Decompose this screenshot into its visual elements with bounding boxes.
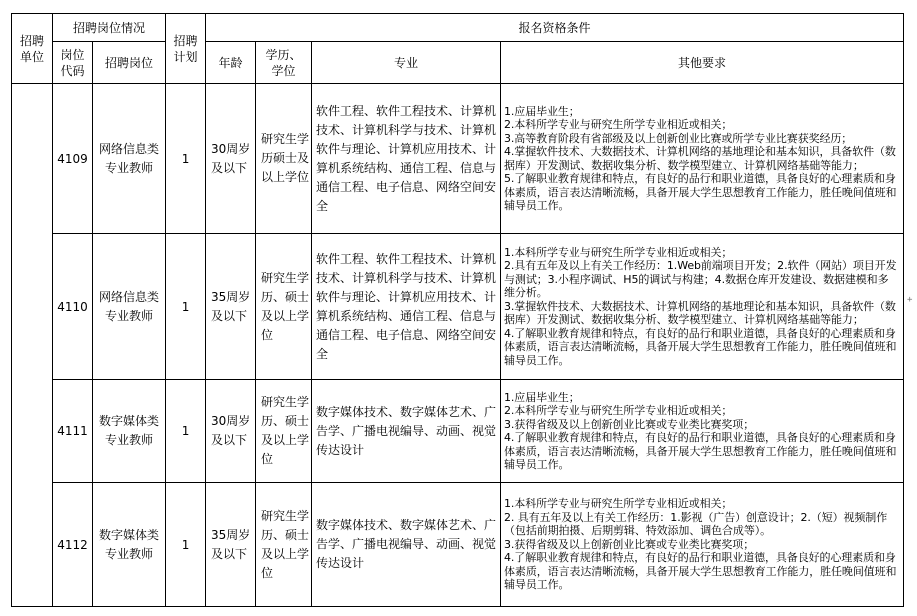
table-row — [12, 483, 904, 607]
header-position-info: 招聘岗位情况 — [53, 14, 166, 42]
position-name: 网络信息类专业教师 — [93, 84, 166, 234]
major-requirement: 数字媒体技术、数字媒体艺术、广告学、广播电视编导、动画、视觉传达设计 — [312, 483, 501, 607]
age-requirement: 30周岁及以下 — [206, 84, 256, 234]
major-requirement: 软件工程、软件工程技术、计算机技术、计算机科学与技术、计算机软件与理论、计算机应用技术、计算机系统结构、通信工程、信息与通信工程、电子信息、网络空间安全 — [312, 84, 501, 234]
header-major: 专业 — [312, 42, 501, 84]
requirement-item: 4.了解职业教育规律和特点，有良好的品行和职业道德，具备良好的心理素质和身体素质，语言表达清晰流畅，具备开展大学生思想教育工作能力，胜任晚间值班和辅导员工作。 — [504, 326, 897, 367]
other-requirements — [501, 234, 904, 380]
requirement-item: 1.本科所学专业与研究生所学专业相近或相关； — [504, 497, 733, 511]
major-requirement: 数字媒体技术、数字媒体艺术、广告学、广播电视编导、动画、视觉传达设计 — [312, 380, 501, 483]
recruitment-table — [11, 13, 904, 607]
header-plan: 招聘 计划 — [166, 14, 206, 84]
education-requirement: 研究生学历硕士及以上学位 — [256, 84, 312, 234]
table-row — [12, 380, 904, 483]
requirement-item: 2.本科所学专业与研究生所学专业相近或相关； — [504, 404, 733, 417]
position-code: 4111 — [53, 380, 93, 483]
requirement-item: 3.获得省级及以上创新创业比赛或专业类比赛奖项； — [504, 537, 755, 551]
table-row — [12, 84, 904, 234]
requirement-item: 1.本科所学专业与研究生所学专业相近或相关； — [504, 245, 733, 259]
header-education: 学历、 学位 — [256, 42, 312, 84]
plan-count: 1 — [166, 84, 206, 234]
edge-marker: + — [907, 295, 913, 305]
header-conditions: 报名资格条件 — [206, 14, 904, 42]
plan-count: 1 — [166, 234, 206, 380]
position-code: 4109 — [53, 84, 93, 234]
age-requirement: 35周岁及以下 — [206, 234, 256, 380]
plan-count: 1 — [166, 380, 206, 483]
requirement-item: 5.了解职业教育规律和特点，有良好的品行和职业道德，具备良好的心理素质和身体素质，语言表达清晰流畅，具备开展大学生思想教育工作能力，胜任晚间值班和辅导员工作。 — [504, 172, 897, 212]
header-unit: 招聘 单位 — [12, 14, 53, 84]
requirement-item: 4.掌握软件技术、大数据技术、计算机网络的基地理论和基本知识，具备软件（数据库）开发测试、数据收集分析、数学模型建立、计算机网络基础等能力； — [504, 145, 896, 172]
requirement-item: 3.掌握软件技术、大数据技术、计算机网络的基地理论和基本知识，具备软件（数据库）开发测试、数据收集分析、数学模型建立、计算机网络基础等能力； — [504, 299, 896, 327]
table-row — [12, 234, 904, 380]
position-name: 数字媒体类专业教师 — [93, 483, 166, 607]
unit-cell — [12, 84, 53, 607]
requirement-item: 1.应届毕业生； — [504, 390, 580, 404]
plan-count: 1 — [166, 483, 206, 607]
requirement-item: 4.了解职业教育规律和特点，有良好的品行和职业道德，具备良好的心理素质和身体素质，语言表达清晰流畅，具备开展大学生思想教育工作能力，胜任晚间值班和辅导员工作。 — [504, 551, 897, 592]
requirement-item: 3.获得省级及以上创新创业比赛或专业类比赛奖项； — [504, 417, 755, 431]
header-age: 年龄 — [206, 42, 256, 84]
other-requirements — [501, 483, 904, 607]
requirement-item: 2. 具有五年及以上有关工作经历：1.影视（广告）创意设计；2.（短）视频制作（包括前期拍摄、后期剪辑、特效添加、调色合成等）。 — [504, 510, 888, 538]
age-requirement: 30周岁及以下 — [206, 380, 256, 483]
other-requirements — [501, 380, 904, 483]
requirement-item: 2.本科所学专业与研究生所学专业相近或相关； — [504, 118, 733, 131]
education-requirement: 研究生学历、硕士及以上学位 — [256, 234, 312, 380]
education-requirement: 研究生学历、硕士及以上学位 — [256, 483, 312, 607]
position-code: 4112 — [53, 483, 93, 607]
age-requirement: 35周岁及以下 — [206, 483, 256, 607]
header-position-name: 招聘岗位 — [93, 42, 166, 84]
position-name: 网络信息类专业教师 — [93, 234, 166, 380]
major-requirement: 软件工程、软件工程技术、计算机技术、计算机科学与技术、计算机软件与理论、计算机应用技术、计算机系统结构、通信工程、信息与通信工程、电子信息、网络空间安全 — [312, 234, 501, 380]
requirement-item: 4.了解职业教育规律和特点，有良好的品行和职业道德，具备良好的心理素质和身体素质，语言表达清晰流畅，具备开展大学生思想教育工作能力，胜任晚间值班和辅导员工作。 — [504, 431, 897, 471]
education-requirement: 研究生学历、硕士及以上学位 — [256, 380, 312, 483]
header-other: 其他要求 — [501, 42, 904, 84]
requirement-item: 3.高等教育阶段有省部级及以上创新创业比赛或所学专业比赛获奖经历； — [504, 131, 853, 145]
requirement-item: 1.应届毕业生； — [504, 104, 580, 118]
header-position-code: 岗位 代码 — [53, 42, 93, 84]
position-name: 数字媒体类专业教师 — [93, 380, 166, 483]
position-code: 4110 — [53, 234, 93, 380]
requirement-item: 2.具有五年及以上有关工作经历：1.Web前端项目开发；2.软件（网站）项目开发与测试；3.小程序调试、H5的调试与构建；4.数据仓库开发建设、数据建模和多维分析。 — [504, 259, 897, 300]
other-requirements — [501, 84, 904, 234]
